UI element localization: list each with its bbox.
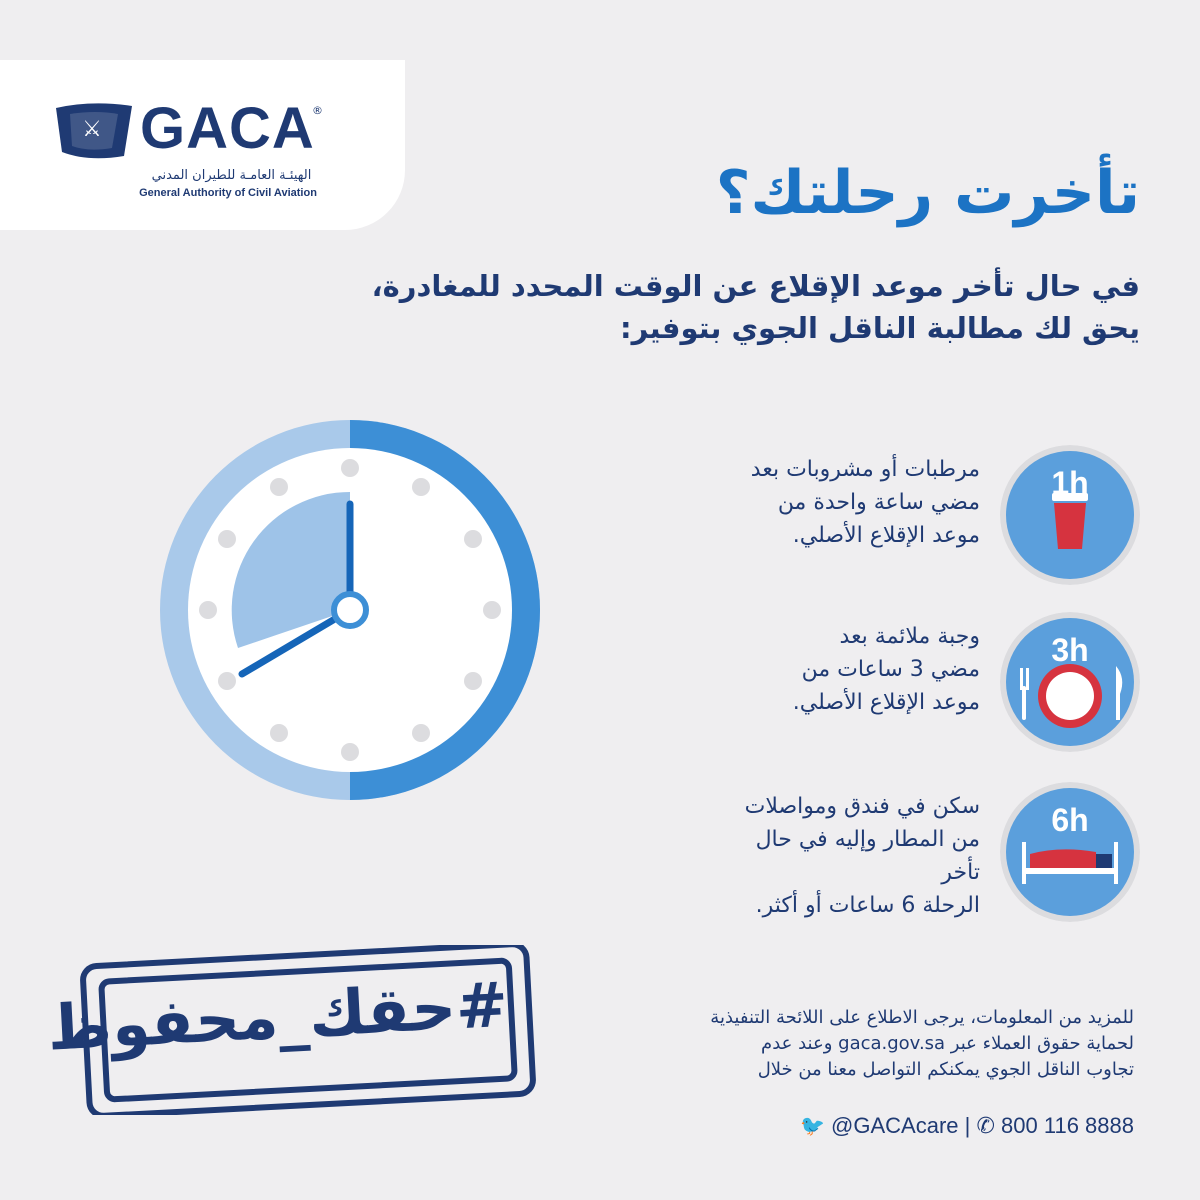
- list-item: [720, 782, 1140, 922]
- badge-3h: 3h: [1051, 632, 1089, 668]
- phone-icon: ✆: [976, 1113, 995, 1139]
- phone-number[interactable]: 800 116 8888: [1001, 1113, 1134, 1139]
- logo-english-name: General Authority of Civil Aviation: [139, 187, 317, 199]
- item-line: موعد الإقلاع الأصلي.: [792, 523, 980, 548]
- item-description: [720, 620, 980, 719]
- page-title: تأخرت رحلتك؟: [715, 158, 1140, 228]
- item-line: من المطار وإليه في حال تأخر: [755, 827, 980, 885]
- footer-note: [574, 1005, 1134, 1083]
- subtitle: [220, 265, 1140, 349]
- list-item: [720, 445, 1140, 585]
- item-line: سكن في فندق ومواصلات: [744, 794, 980, 819]
- item-description: [720, 790, 980, 922]
- clock-icon: [160, 420, 540, 800]
- subtitle-line-1: في حال تأخر موعد الإقلاع عن الوقت المحدد للمغادرة،: [371, 269, 1140, 303]
- logo-arabic-name: الهيئـة العامـة للطيران المدني: [151, 168, 312, 183]
- twitter-icon: 🐦: [800, 1115, 825, 1138]
- divider: |: [964, 1113, 971, 1139]
- hashtag-text: #حقك_محفوظ: [45, 967, 510, 1065]
- gaca-emblem-icon: [52, 100, 138, 160]
- badge-1h: 1h: [1051, 465, 1089, 501]
- item-line: وجبة ملائمة بعد: [839, 624, 980, 649]
- item-line: مضي 3 ساعات من: [801, 657, 980, 682]
- logo-wordmark: GACA: [140, 96, 315, 161]
- item-line: موعد الإقلاع الأصلي.: [792, 690, 980, 715]
- list-item: [720, 612, 1140, 752]
- registered-mark: ®: [312, 104, 323, 117]
- subtitle-line-2: يحق لك مطالبة الناقل الجوي بتوفير:: [619, 311, 1140, 346]
- item-line: مرطبات أو مشروبات بعد: [750, 457, 980, 482]
- item-description: [720, 453, 980, 552]
- svg-text:⚔: ⚔: [82, 117, 102, 142]
- footer-line: تجاوب الناقل الجوي يمكنكم التواصل معنا من خلال: [757, 1059, 1134, 1081]
- item-line: مضي ساعة واحدة من: [777, 490, 980, 515]
- contact-bar: [714, 1112, 1134, 1139]
- footer-line: لحماية حقوق العملاء عبر gaca.gov.sa وعند عدم: [761, 1033, 1134, 1055]
- badge-6h: 6h: [1051, 802, 1089, 838]
- item-line: الرحلة 6 ساعات أو أكثر.: [755, 893, 980, 918]
- twitter-handle[interactable]: @GACAcare: [831, 1113, 959, 1139]
- footer-line: للمزيد من المعلومات، يرجى الاطلاع على اللائحة التنفيذية: [710, 1007, 1134, 1028]
